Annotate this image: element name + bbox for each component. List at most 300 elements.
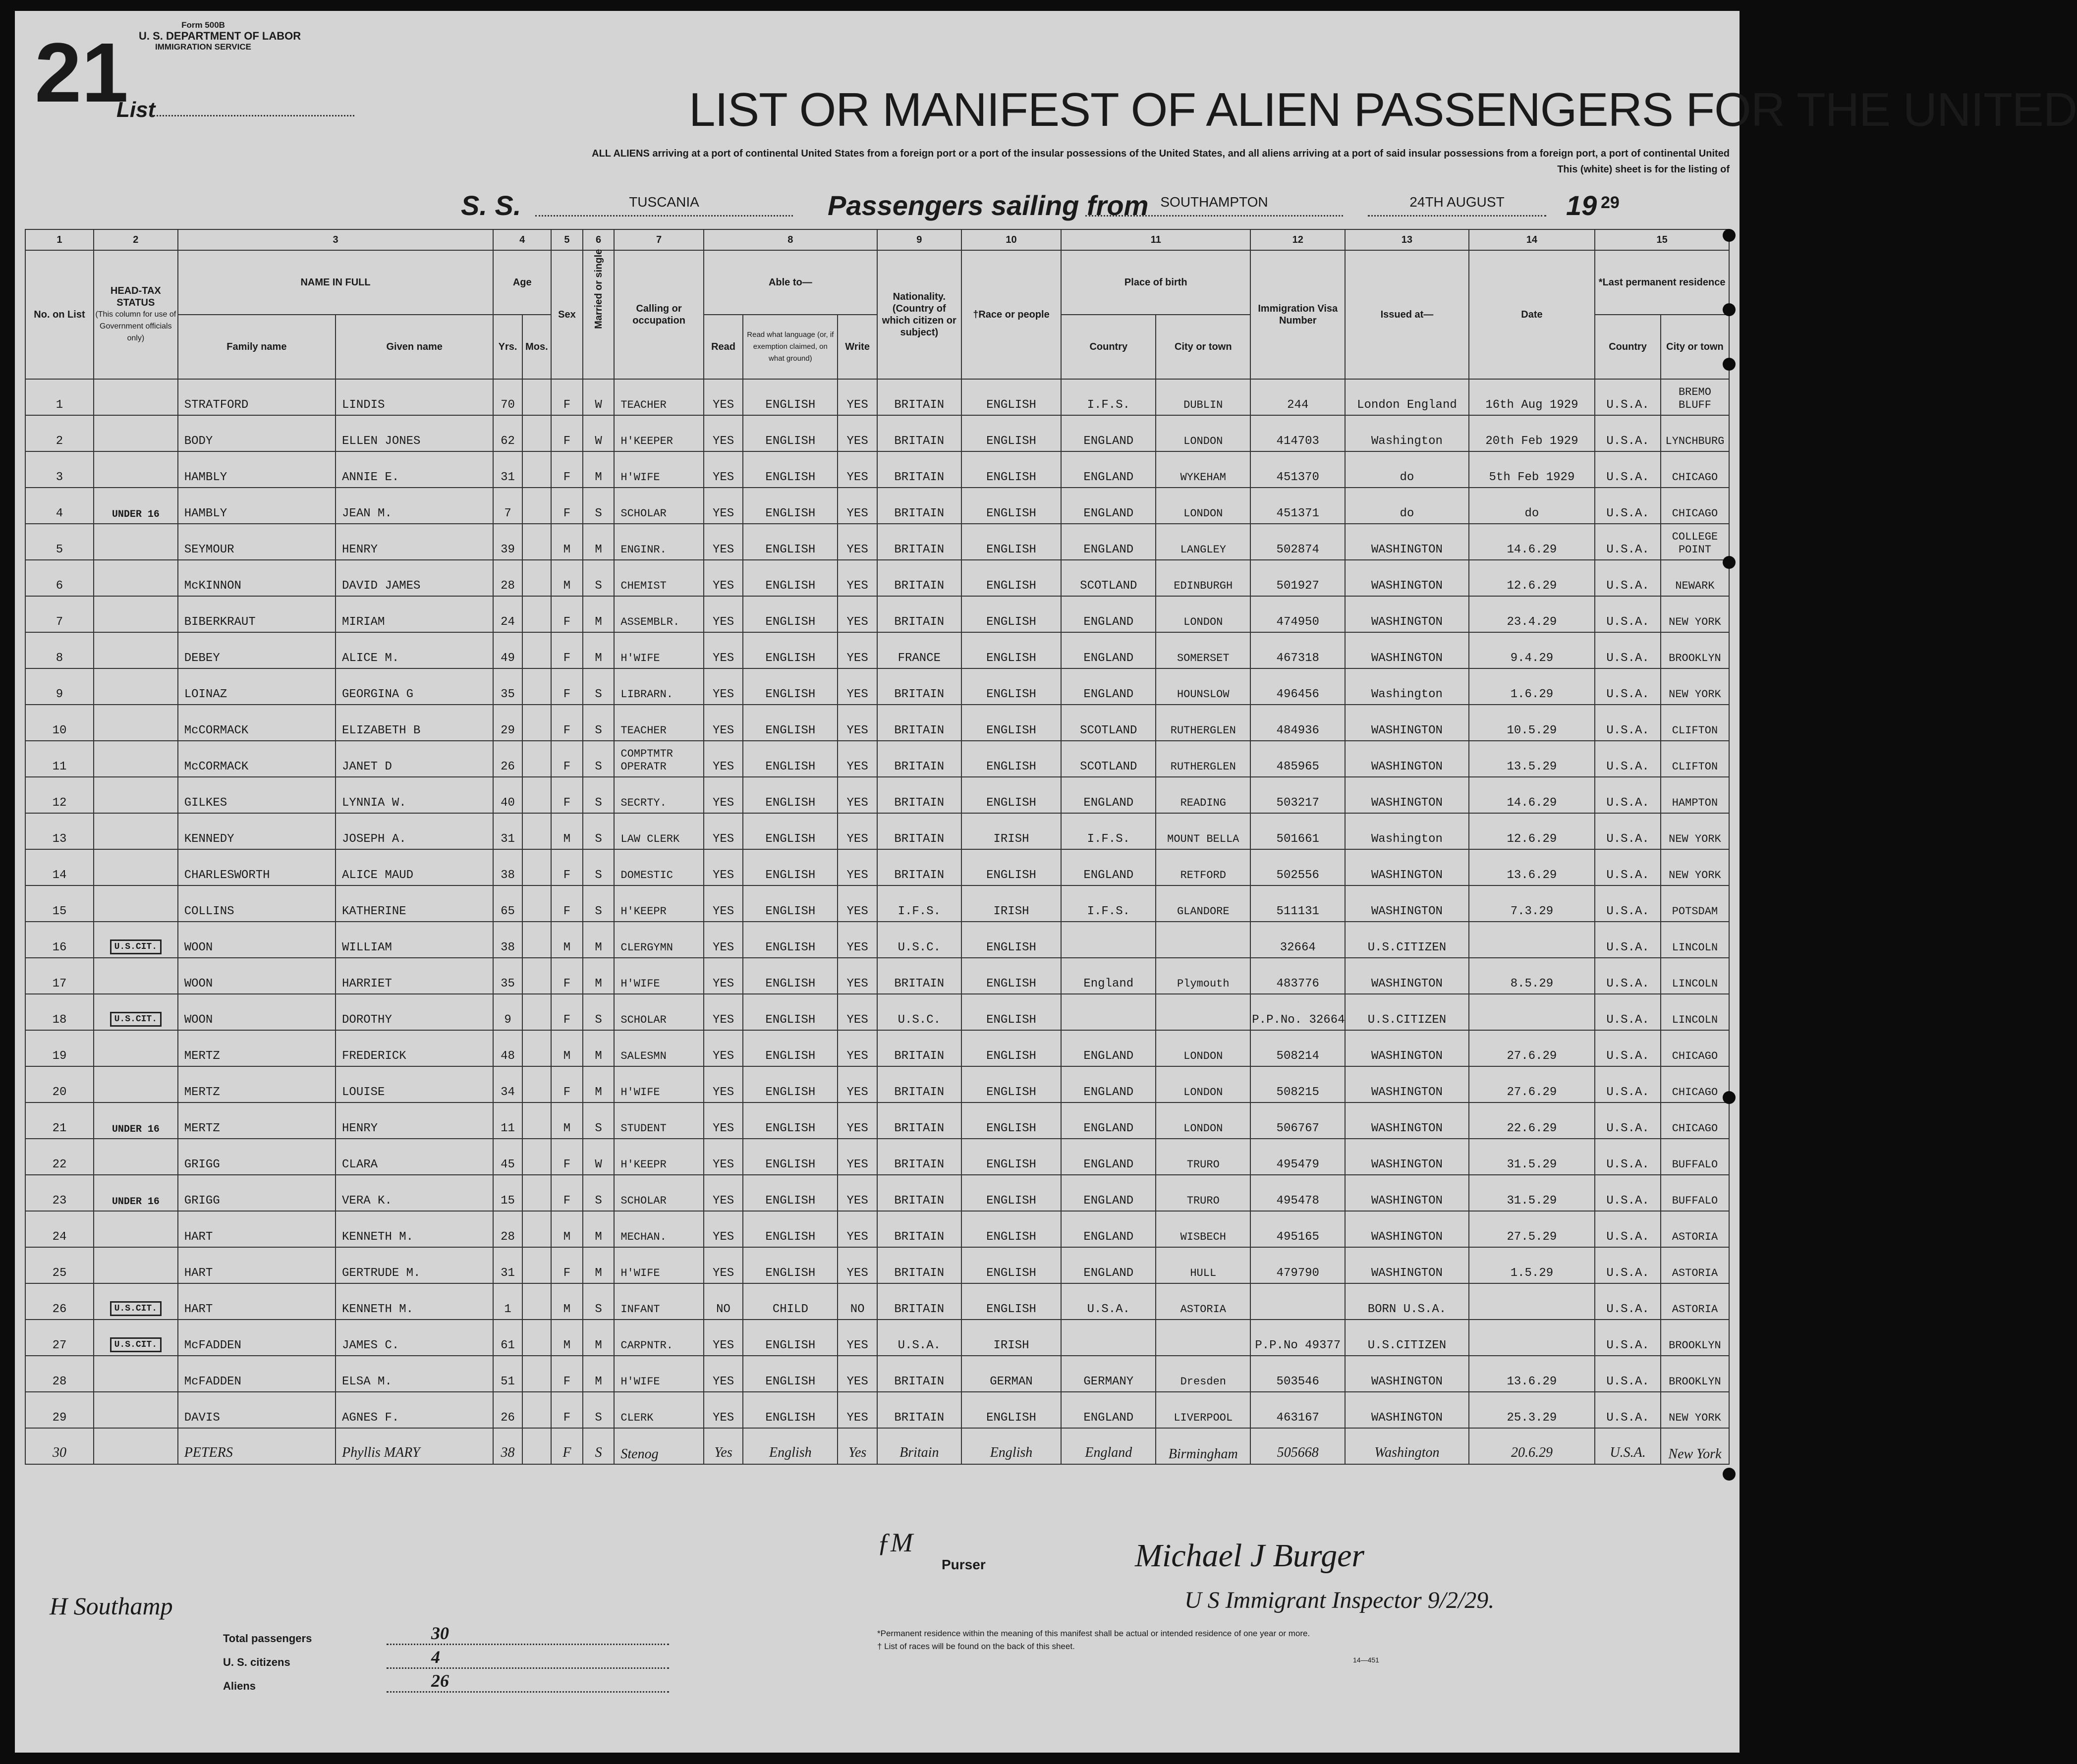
passenger-row [25,705,1729,741]
residence-city: BUFFALO [1661,1139,1729,1175]
can-write: YES [838,958,877,994]
marital-status: S [583,777,615,813]
visa-issued-at: WASHINGTON [1345,1102,1468,1139]
read-language: ENGLISH [743,849,838,885]
given-name: AGNES F. [336,1392,493,1428]
race: IRISH [961,885,1062,922]
headtax-status [94,777,178,813]
birth-country: ENGLAND [1061,596,1156,632]
birth-city: Plymouth [1156,958,1250,994]
visa-date [1469,922,1595,958]
sex: F [551,415,583,451]
age-years: 7 [493,488,522,524]
visa-number: 511131 [1250,885,1345,922]
visa-date: 13.6.29 [1469,849,1595,885]
inspector-title: U S Immigrant Inspector 9/2/29. [1184,1587,1495,1613]
residence-country: U.S.A. [1595,1102,1661,1139]
marital-status: M [583,596,615,632]
race: ENGLISH [961,1211,1062,1247]
passenger-row [25,560,1729,596]
occupation: SALESMN [614,1030,703,1066]
nationality: I.F.S. [877,885,961,922]
given-name: HARRIET [336,958,493,994]
age-years: 26 [493,1392,522,1428]
instructions [362,146,1730,177]
age-years: 70 [493,379,522,415]
visa-date: 31.5.29 [1469,1139,1595,1175]
can-read: YES [704,596,743,632]
can-write: YES [838,415,877,451]
colnum-11: 11 [1061,229,1250,250]
age-years: 31 [493,1247,522,1283]
given-name: LINDIS [336,379,493,415]
visa-issued-at: U.S.CITIZEN [1345,922,1468,958]
occupation: H'WIFE [614,1247,703,1283]
nationality: BRITAIN [877,1247,961,1283]
visa-issued-at: U.S.CITIZEN [1345,994,1468,1030]
family-name: CHARLESWORTH [178,849,336,885]
can-read: YES [704,1392,743,1428]
birth-country: England [1061,958,1156,994]
sex: F [551,994,583,1030]
headtax-status [94,379,178,415]
row-number: 22 [25,1139,94,1175]
visa-number: 495478 [1250,1175,1345,1211]
passenger-row [25,488,1729,524]
family-name: McCORMACK [178,741,336,777]
can-write: YES [838,524,877,560]
binder-hole [1723,358,1736,371]
us-citizen-stamp: U.S.CIT. [110,1012,162,1027]
race: ENGLISH [961,1392,1062,1428]
marital-status: S [583,885,615,922]
age-years: 35 [493,668,522,705]
family-name: PETERS [178,1428,336,1464]
birth-city: WYKEHAM [1156,451,1250,488]
passenger-row [25,1030,1729,1066]
signature-block [847,1522,1740,1631]
can-write: YES [838,777,877,813]
visa-number: 505668 [1250,1428,1345,1464]
row-number: 30 [25,1428,94,1464]
age-years: 35 [493,958,522,994]
birth-city [1156,922,1250,958]
marital-status: M [583,524,615,560]
res-city-header: City or town [1661,315,1729,379]
family-name: McCORMACK [178,705,336,741]
visa-issued-at: do [1345,488,1468,524]
residence-city: CLIFTON [1661,741,1729,777]
marital-status: S [583,1392,615,1428]
visa-issued-at: WASHINGTON [1345,524,1468,560]
sex: F [551,668,583,705]
row-number: 14 [25,849,94,885]
visa-issued-at: WASHINGTON [1345,632,1468,668]
headtax-status [94,415,178,451]
birth-country: U.S.A. [1061,1283,1156,1320]
purser-label: Purser [942,1557,986,1572]
visa-date: 8.5.29 [1469,958,1595,994]
family-name: WOON [178,958,336,994]
visa-date [1469,994,1595,1030]
read-language: ENGLISH [743,632,838,668]
residence-country: U.S.A. [1595,415,1661,451]
birth-country: GERMANY [1061,1356,1156,1392]
visa-number: 483776 [1250,958,1345,994]
visa-issued-at: WASHINGTON [1345,1066,1468,1102]
age-months [522,1283,551,1320]
visa-number: 244 [1250,379,1345,415]
visa-date: 12.6.29 [1469,560,1595,596]
headtax-status [94,958,178,994]
nationality: BRITAIN [877,415,961,451]
birth-country: I.F.S. [1061,813,1156,849]
row-number: 15 [25,885,94,922]
headtax-status [94,524,178,560]
birth-city: GLANDORE [1156,885,1250,922]
visa-issued-at: WASHINGTON [1345,777,1468,813]
visa-date: 12.6.29 [1469,813,1595,849]
occupation: Stenog [614,1428,703,1464]
headtax-status [94,741,178,777]
manifest-sheet [15,11,2077,1753]
visa-date: 14.6.29 [1469,524,1595,560]
married-header [583,250,615,379]
headtax-status [94,1247,178,1283]
residence-city: NEWARK [1661,560,1729,596]
age-months [522,1356,551,1392]
form-number: Form 500B [181,20,225,30]
family-name: GILKES [178,777,336,813]
marital-status: M [583,1030,615,1066]
read-language: ENGLISH [743,1320,838,1356]
visa-issued-at: Washington [1345,1428,1468,1464]
visa-issued-at: WASHINGTON [1345,741,1468,777]
residence-city: BROOKLYN [1661,632,1729,668]
footnote-residence: *Permanent residence within the meaning of this manifest shall be actual or intended residence of one year or more. [877,1629,1310,1638]
row-number: 23 [25,1175,94,1211]
residence-country: U.S.A. [1595,1139,1661,1175]
visa-date: 16th Aug 1929 [1469,379,1595,415]
passenger-row [25,1211,1729,1247]
visa-date: 25.3.29 [1469,1392,1595,1428]
age-months [522,958,551,994]
total-passengers-row [223,1621,669,1645]
age-months [522,849,551,885]
race: ENGLISH [961,524,1062,560]
occupation: H'WIFE [614,958,703,994]
residence-city: BROOKLYN [1661,1320,1729,1356]
residence-country: U.S.A. [1595,922,1661,958]
birth-city: LONDON [1156,1102,1250,1139]
passenger-row [25,524,1729,560]
residence-city: CHICAGO [1661,1102,1729,1139]
binder-hole [1723,556,1736,569]
headtax-status [94,1030,178,1066]
race: ENGLISH [961,415,1062,451]
year-suffix: 29 [1601,193,1620,212]
birth-city: LIVERPOOL [1156,1392,1250,1428]
race: ENGLISH [961,451,1062,488]
family-name: McFADDEN [178,1320,336,1356]
can-read: YES [704,922,743,958]
can-write: YES [838,705,877,741]
residence-city: NEW YORK [1661,668,1729,705]
colnum-10: 10 [961,229,1062,250]
age-months [522,1030,551,1066]
visa-issued-at: WASHINGTON [1345,885,1468,922]
headtax-status [94,1356,178,1392]
departure-date: 24TH AUGUST [1368,194,1546,217]
row-number: 29 [25,1392,94,1428]
family-name: HART [178,1247,336,1283]
visa-number: P.P.No 49377 [1250,1320,1345,1356]
residence-city: CHICAGO [1661,488,1729,524]
department-name: U. S. DEPARTMENT OF LABOR [139,30,301,42]
occupation: CLERK [614,1392,703,1428]
race: ENGLISH [961,777,1062,813]
birth-country: England [1061,1428,1156,1464]
birth-country: ENGLAND [1061,488,1156,524]
age-years: 38 [493,1428,522,1464]
nationality: BRITAIN [877,1102,961,1139]
marital-status: M [583,922,615,958]
age-years: 29 [493,705,522,741]
birth-city: LONDON [1156,1066,1250,1102]
binder-hole [1723,229,1736,242]
visa-number: 508214 [1250,1030,1345,1066]
birth-city: RETFORD [1156,849,1250,885]
birth-city: LONDON [1156,488,1250,524]
total-passengers-value: 30 [387,1623,669,1645]
sex: F [551,705,583,741]
headtax-note: (This column for use of Government officials only) [95,310,176,342]
passenger-row [25,1066,1729,1102]
can-read: YES [704,560,743,596]
can-read: NO [704,1283,743,1320]
age-years: 61 [493,1320,522,1356]
departure-port: SOUTHAMPTON [1085,194,1343,217]
sex: F [551,451,583,488]
given-name: KENNETH M. [336,1283,493,1320]
given-name: ELLEN JONES [336,415,493,451]
visa-date: 10.5.29 [1469,705,1595,741]
passenger-row [25,1139,1729,1175]
marital-status: S [583,741,615,777]
read-language: ENGLISH [743,1139,838,1175]
occupation: MECHAN. [614,1211,703,1247]
visa-date: 1.5.29 [1469,1247,1595,1283]
residence-city: CHICAGO [1661,451,1729,488]
nationality: BRITAIN [877,849,961,885]
age-years: 51 [493,1356,522,1392]
residence-city: CHICAGO [1661,1030,1729,1066]
write-header: Write [838,315,877,379]
row-number: 28 [25,1356,94,1392]
residence-city: BUFFALO [1661,1175,1729,1211]
passenger-row [25,958,1729,994]
sex: F [551,379,583,415]
sex: F [551,849,583,885]
visa-number: 451371 [1250,488,1345,524]
can-write: YES [838,1392,877,1428]
residence-country: U.S.A. [1595,813,1661,849]
can-read: YES [704,1356,743,1392]
nationality: BRITAIN [877,379,961,415]
given-name: ELIZABETH B [336,705,493,741]
birth-country [1061,1320,1156,1356]
row-number: 20 [25,1066,94,1102]
visa-issued-at: U.S.CITIZEN [1345,1320,1468,1356]
visa-date: 23.4.29 [1469,596,1595,632]
birth-city: TRURO [1156,1139,1250,1175]
given-name: JAMES C. [336,1320,493,1356]
age-years: 49 [493,632,522,668]
age-months [522,922,551,958]
race: ENGLISH [961,1139,1062,1175]
can-write: YES [838,994,877,1030]
residence-city: BROOKLYN [1661,1356,1729,1392]
can-read: YES [704,849,743,885]
headtax-status: UNDER 16 [94,488,178,524]
age-months [522,488,551,524]
row-number: 12 [25,777,94,813]
marital-status: W [583,415,615,451]
sex: M [551,1030,583,1066]
age-months [522,1247,551,1283]
race: ENGLISH [961,922,1062,958]
read-language: ENGLISH [743,994,838,1030]
nationality: BRITAIN [877,705,961,741]
voyage-line [461,189,1730,224]
marital-status: S [583,813,615,849]
age-years: 48 [493,1030,522,1066]
race: ENGLISH [961,560,1062,596]
nationality-header: Nationality. (Country of which citizen or subject) [877,250,961,379]
birth-city-header: City or town [1156,315,1250,379]
given-name: VERA K. [336,1175,493,1211]
colnum-6: 6 [583,229,615,250]
can-write: YES [838,1175,877,1211]
sex: F [551,1428,583,1464]
visa-issued-at: Washington [1345,415,1468,451]
issued-header: Issued at— [1345,250,1468,379]
binder-hole [1723,303,1736,316]
can-write: YES [838,596,877,632]
nationality: FRANCE [877,632,961,668]
given-name: ELSA M. [336,1356,493,1392]
birth-country: ENGLAND [1061,1392,1156,1428]
row-number: 3 [25,451,94,488]
given-name: ALICE M. [336,632,493,668]
read-language: English [743,1428,838,1464]
occupation: H'WIFE [614,1066,703,1102]
nationality: BRITAIN [877,451,961,488]
visa-date: 13.6.29 [1469,1356,1595,1392]
given-name: ALICE MAUD [336,849,493,885]
visa-date: 27.6.29 [1469,1066,1595,1102]
occupation: TEACHER [614,379,703,415]
can-write: YES [838,741,877,777]
age-years: 38 [493,849,522,885]
headtax-status [94,849,178,885]
service-name: IMMIGRATION SERVICE [155,42,251,52]
nationality: BRITAIN [877,1066,961,1102]
headtax-status [94,1283,178,1320]
date-header: Date [1469,250,1595,379]
birth-city: HOUNSLOW [1156,668,1250,705]
can-write: YES [838,1102,877,1139]
can-write: YES [838,668,877,705]
age-months [522,379,551,415]
married-header-label: Married or single [593,249,604,329]
race: ENGLISH [961,705,1062,741]
read-language: ENGLISH [743,488,838,524]
can-read: YES [704,1247,743,1283]
birth-country: I.F.S. [1061,379,1156,415]
residence-city: CLIFTON [1661,705,1729,741]
print-code: 14—451 [1353,1656,1379,1664]
passenger-row [25,1175,1729,1211]
purser-signature: ƒM︎ [877,1528,913,1557]
can-write: YES [838,885,877,922]
read-language: ENGLISH [743,1102,838,1139]
headtax-status [94,1392,178,1428]
nationality: BRITAIN [877,741,961,777]
can-read: Yes [704,1428,743,1464]
birth-country: ENGLAND [1061,1066,1156,1102]
passenger-table [25,229,1730,1465]
age-months [522,560,551,596]
family-name: BODY [178,415,336,451]
row-number: 10 [25,705,94,741]
occupation: INFANT [614,1283,703,1320]
colnum-15: 15 [1595,229,1729,250]
given-name: LYNNIA W. [336,777,493,813]
nationality: BRITAIN [877,777,961,813]
family-name: BIBERKRAUT [178,596,336,632]
name-header: NAME IN FULL [178,250,494,315]
family-name: GRIGG [178,1139,336,1175]
visa-date: 1.6.29 [1469,668,1595,705]
visa-number: 503217 [1250,777,1345,813]
residence-country: U.S.A. [1595,849,1661,885]
marital-status: S [583,1175,615,1211]
occupation: STUDENT [614,1102,703,1139]
birth-city [1156,1320,1250,1356]
nationality: Britain [877,1428,961,1464]
given-name: FREDERICK [336,1030,493,1066]
colnum-3: 3 [178,229,494,250]
can-write: YES [838,451,877,488]
sex: F [551,1139,583,1175]
can-write: YES [838,1356,877,1392]
can-read: YES [704,885,743,922]
row-number: 25 [25,1247,94,1283]
residence-country: U.S.A. [1595,1211,1661,1247]
nationality: U.S.C. [877,922,961,958]
headtax-status [94,1139,178,1175]
visa-issued-at: BORN U.S.A. [1345,1283,1468,1320]
visa-issued-at: London England [1345,379,1468,415]
can-write: YES [838,560,877,596]
nationality: U.S.A. [877,1320,961,1356]
occupation: H'KEEPR [614,885,703,922]
age-years: 34 [493,1066,522,1102]
occupation: DOMESTIC [614,849,703,885]
birth-country: ENGLAND [1061,415,1156,451]
family-name: McFADDEN [178,1356,336,1392]
